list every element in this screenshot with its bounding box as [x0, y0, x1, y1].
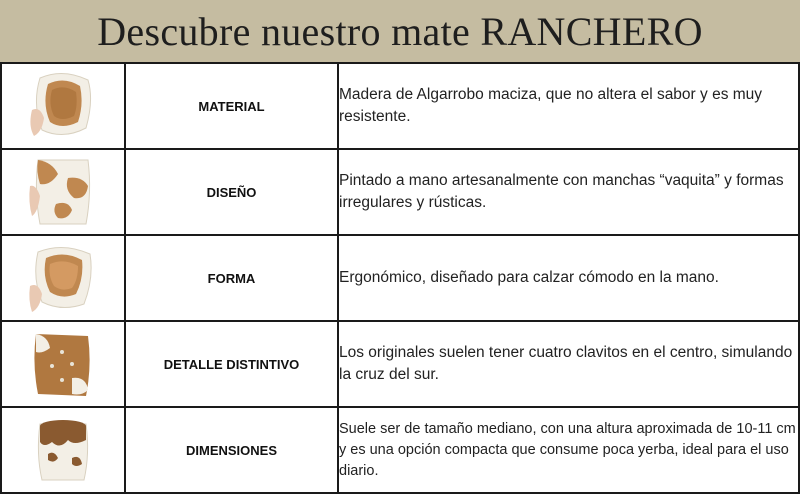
- image-cell: [1, 235, 125, 321]
- mate-in-hand-icon: [28, 242, 98, 314]
- row-description: Pintado a mano artesanalmente con manchas “vaquita” y formas irregulares y rústicas.: [338, 149, 799, 235]
- image-cell: [1, 63, 125, 149]
- row-label: DETALLE DISTINTIVO: [125, 321, 338, 407]
- table-row: [1, 149, 799, 235]
- mate-nails-icon: [28, 328, 98, 400]
- mate-side-view-icon: [28, 414, 98, 486]
- table-row: [1, 235, 799, 321]
- mate-spotted-icon: [28, 156, 98, 228]
- page-title: Descubre nuestro mate RANCHERO: [97, 8, 703, 54]
- row-description: Los originales suelen tener cuatro clavitos en el centro, simulando la cruz del sur.: [338, 321, 799, 407]
- page-header: [0, 0, 800, 62]
- row-description: Suele ser de tamaño mediano, con una altura aproximada de 10-11 cm y es una opción compacta que consume poca yerba, ideal para el uso diario.: [338, 407, 799, 493]
- row-description: Madera de Algarrobo maciza, que no altera el sabor y es muy resistente.: [338, 63, 799, 149]
- row-label: DISEÑO: [125, 149, 338, 235]
- table-row: [1, 321, 799, 407]
- spec-table: [0, 62, 800, 494]
- table-row: [1, 407, 799, 493]
- image-cell: [1, 321, 125, 407]
- row-label: DIMENSIONES: [125, 407, 338, 493]
- image-cell: [1, 407, 125, 493]
- row-label: MATERIAL: [125, 63, 338, 149]
- row-description: Ergonómico, diseñado para calzar cómodo en la mano.: [338, 235, 799, 321]
- table-row: [1, 63, 799, 149]
- mate-top-view-icon: [28, 70, 98, 142]
- image-cell: [1, 149, 125, 235]
- row-label: FORMA: [125, 235, 338, 321]
